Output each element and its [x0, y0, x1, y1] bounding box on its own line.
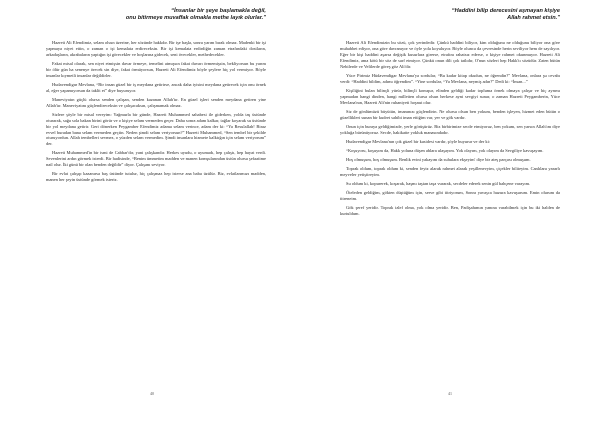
right-page-number: 41	[448, 391, 452, 396]
right-paragraph: Hudavendigar Mevlana'nın çok güzel bir kasidesi vardır, şöyle buyurur ve der ki:	[346, 138, 491, 144]
left-paragraph: Hazreti Ali Efendimiz, selam olsun üzerine, her sözünde hakkdır. Bir işe başla, sonra yarım bırak olmaz. Madenki bir işi yapmaya niyet ettin, o zaman o işi kemalata erdireceksin. Bir işi kemalata erdirdiğin zaman etrafındaki dostların, arkadaşların, akrabaların yaptığın işi görecekler ve hoşlarına gidecek, seni övecekler, methedecekler.	[46, 40, 266, 57]
right-paragraph: Gök şeref yeridir. Toprak izlef olma, yok olma yeridir. Ben, Padişahımın yanına varabilmek için bu iki halden de kurtuldum.	[340, 205, 560, 216]
left-epigraph-line: “İnsanlar bir şeye başlamakla değil,	[171, 8, 266, 14]
right-epigraph-line: Allah rahmet etsin.”	[507, 15, 560, 21]
right-paragraph: Hazreti Ali Efendimizin bu sözü, çok yerindedir. Çünkü haddini biliyor, kim olduğunu ne olduğunu biliyor ona göre muhabbet ediyor, ona göre davranıyor ve öyle yola koyuluyor. Böyle olunca da çevresinde herin seviliyor hem de sayılıyor. Eğer bir kişi haddini aşarsa değişik kusurlara girerse, etrafını rahatsız ederse, o kişiye rahmet okunmuyor. Hazreti Ali Efendimiz, ama kötü bir söz de sarf etmiyor. Çünkü onun dili çok tatlıdır, O'nun sözleri hep Hakk'tı sözüdür. Zaten bütün Nebilerde ve Velilerde göreş göz Ali'dir.	[340, 40, 560, 69]
left-epigraph	[46, 8, 266, 28]
left-page-number: 40	[150, 391, 154, 396]
left-epigraph-line: onu bitirmeye muvaffak olmakla methe layık olurlar.”	[125, 15, 266, 21]
right-paragraph: Toprak oldum, toprak oldum ki, senden feyiz alarak rahmet alarak yeşillenevyim, çiçekler biliteyim. Canlılara yararlı meyveler yetiştireyim.	[340, 165, 560, 177]
right-paragraph: “Koşuyoru, koşuyım da, Hakk yoluna düşen ablara ulaşayım. Yok olayım, yok olayım da Sevgiliye kavuşayım.	[346, 147, 544, 153]
right-paragraph: Siz de gönlümüzü büyütün, imanınızı güçlendirin. Ne olursa olsun ben yokum, benden işleyen, hizmet eden bütün o güzellikleri sunan bir kudret sahibi iman ettiğim var, yer ve gök vardır.	[340, 108, 560, 120]
left-paragraph: Fakat misal olarak, sen niyet etmişsin davar örmeye, temelini atmışsın fakat duvarı örmemişsin, bekliyorsun bu yarım bir ölür gün ha senenye örecek sin diye, fakat örmüyorsun, Hazreti Ali Efendimiz böyle şeylere hiç yol vermiyor. Böyle insanlar kıymetli insanlar değildirler.	[46, 60, 266, 78]
right-paragraph: Öteleden geldiğim, gökten düştüğüm için, serve gibi titriyorum, Sonra yavaşca huzura kavuşurum. Emin olurum da titreneim.	[340, 190, 560, 201]
right-paragraph: Su oldum ki, kopurerek, koşarak, haşmı taştan taşa vurarak, secdeler ederek senin gül bahçene varayım.	[346, 180, 531, 186]
left-paragraph: Maneviyatın güçlü olursa senden çalışan, senden kazanan Allah'tır. En güzel işleri senden meydana getiren yine Allah'tır. Maneviyatını güçlendireceksin ve çalışacaksın, çalışmamak olmaz.	[46, 96, 266, 108]
right-epigraph-line: “Haddini bilip derecesini aşmayan kişiye	[451, 8, 560, 14]
left-body-text	[46, 40, 266, 183]
right-epigraph	[340, 8, 560, 28]
right-page	[300, 0, 600, 424]
left-paragraph: Sizlere şöyle bir misal vereyim: Yağmurla bir günde, Hazreti Muhammed sahabesi ile giderken, yolda taş üstünde oturarak, sağa sola bakan birini görür ve o kişiye selam vermeden geçer. Daha sonra adam kalkar, tağlar koyarak su üstünde bir yol meydana getirir. Geri dönerken Peygamber Efendimiz adama selam verince, adam der ki: “Ya Resulallah! Biraz evvel buradan bana selam vermeden geçtin. Neden şimdi selam veriyorsun?” Hazreti Muhammed, “Sen tembel bir şekilde oturuyordun. Allah tembelleri sevmez, o yüzden selam vermedim. Şimdi insanlara hizmete kalktığın için selam veriyorum” der.	[46, 111, 266, 147]
right-paragraph: Onun için buraya geldiğimizde, yerle görüşürüz. Biz birbirimize secde etmiyoruz, ben yokum, sen yarsın Allah'ım diye yokluğa bürünüyoruz. Secde, hakikatte yokluk manasındadır.	[340, 123, 560, 135]
left-paragraph: Hazreti Muhammed'in bir ismi de Cabbar'dır, yani çalışkandır. Herkes uyudu, o uyumadı, hep çalıştı, hep hayat verdi. Sevenlerini ardın görmek isterdi. Bir hadisinde, “Benim ümmetim madden ve manen komşularından üstün olursa şefaatime nail olur. İki günü bir olan benden değildir” diyor. Çalışanı seviyor.	[46, 150, 266, 168]
right-paragraph: Kişiliğini bulan bilinçli yürür, bilinçli konuşur, elinden geldiği kadar topluma örnek olmaya çalışır ve hiç ayrımı yapmadan hangi dinden, hangi milletten olursa olsun herkese ayni sevgiyi sunar, o zaman Hazreti Peygamberin, Yüce Mevlana'nın, Hazreti Ali'nin ruhaniyeti hoşnut olur.	[340, 87, 560, 105]
left-paragraph: Hudavendigar Mevlana, “Bir insan güzel bir iş meydana getirirse, ancak daha iyisini meydana getirecek için onu örnek al, eğer yapamıyorsan da taklit et” diye buyuruyor.	[46, 81, 266, 93]
right-paragraph: Yüce Pirimiz Hüdavendigar Mevlana'ya sordular, “Bu kadar kitap okudun, ne öğrendin?” Mevlana, onlara şu cevabı verdi: “Haddini bildim, adımı öğrendim”. “Yine sordular, “Ya Mevlana, neymiş adın?” Dedi ki: “İnsan...”	[340, 72, 560, 84]
right-paragraph: Hoş olmuşum, hoş olmuşum. Benlik evini yakayım da suhulara ekşeyim' diye bir ateş parçası olmuşum.	[346, 156, 531, 162]
left-paragraph: Bir evlat çalışıp kazanırsa baş üstünde tutulur, hiç çalışmaz hep isterse ana baba üzülür. Biz, evlatlarımızı madden, manen her şeyin üstünde görmek isteriz.	[46, 171, 266, 183]
right-body-text	[340, 40, 560, 217]
